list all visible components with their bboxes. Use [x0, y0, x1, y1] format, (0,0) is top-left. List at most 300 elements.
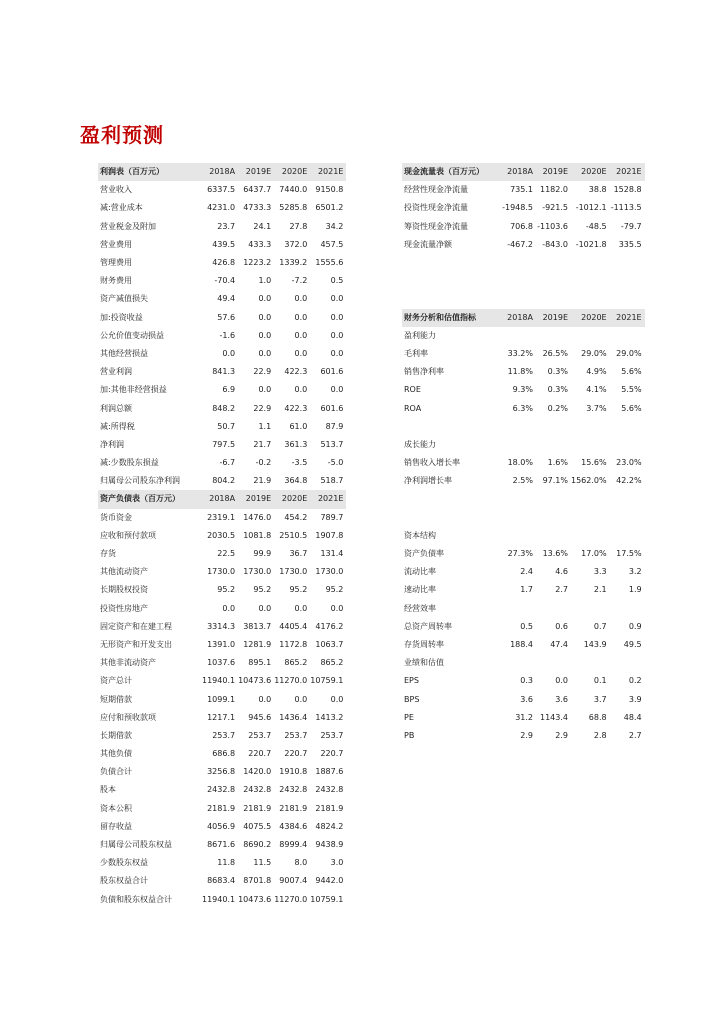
row-label: 货币资金: [100, 512, 132, 522]
value-cell: [610, 600, 645, 618]
page-title: 盈利预测: [80, 123, 164, 147]
value-cell: 439.5: [212, 239, 236, 249]
table-row: [98, 254, 346, 272]
row-label: 成长能力: [404, 439, 436, 449]
value-cell: 2.7: [628, 730, 642, 740]
value-cell: 24.1: [253, 221, 272, 231]
value-cell: 23.7: [217, 221, 236, 231]
row-label: 销售收入增长率: [404, 458, 460, 468]
year-column-header: 2018A: [501, 163, 536, 181]
value-cell: -0.2: [255, 458, 272, 468]
value-cell: [501, 527, 536, 545]
row-label: PB: [404, 730, 415, 740]
value-cell: 2.7: [555, 585, 568, 595]
row-label: EPS: [404, 676, 419, 686]
row-label: 长期借款: [100, 730, 132, 740]
value-cell: 6501.2: [315, 203, 344, 213]
blank-row: [402, 272, 645, 290]
value-cell: 2432.8: [207, 785, 236, 795]
value-cell: 3256.8: [207, 767, 236, 777]
value-cell: 6437.7: [243, 185, 272, 195]
value-cell: 1910.8: [279, 767, 308, 777]
value-cell: -1.6: [219, 330, 236, 340]
value-cell: 143.9: [583, 639, 607, 649]
value-cell: 0.0: [258, 385, 272, 395]
value-cell: 2.1: [593, 585, 607, 595]
value-cell: [571, 600, 610, 618]
value-cell: 0.3%: [547, 367, 568, 377]
value-cell: 3.0: [330, 858, 344, 868]
value-cell: 1.1: [258, 421, 272, 431]
value-cell: 29.0%: [616, 348, 642, 358]
year-column-header: 2020E: [571, 163, 610, 181]
table-row: [98, 891, 346, 909]
value-cell: 31.2: [515, 712, 533, 722]
value-cell: 3314.3: [207, 621, 236, 631]
value-cell: 47.4: [550, 639, 568, 649]
table-row: [98, 672, 346, 690]
row-label: 资产总计: [100, 676, 132, 686]
row-label: 销售净利率: [404, 367, 444, 377]
table-row: [98, 381, 346, 399]
value-cell: 18.0%: [507, 458, 533, 468]
left-financial-table: [98, 163, 346, 909]
value-cell: 0.0: [330, 694, 344, 704]
value-cell: 3.6: [520, 694, 533, 704]
table-row: [402, 618, 645, 636]
row-label: 其他经营损益: [100, 348, 148, 358]
value-cell: 0.9: [628, 621, 642, 631]
row-label: 短期借款: [100, 694, 132, 704]
value-cell: 29.0%: [581, 348, 607, 358]
value-cell: [536, 436, 571, 454]
table-row: [402, 454, 645, 472]
table-row: [98, 327, 346, 345]
value-cell: 253.7: [320, 730, 344, 740]
value-cell: 804.2: [212, 476, 236, 486]
row-label: 长期股权投资: [100, 585, 148, 595]
blank-row: [402, 509, 645, 527]
value-cell: 0.0: [258, 603, 272, 613]
value-cell: 0.0: [330, 603, 344, 613]
value-cell: 1.6%: [547, 458, 568, 468]
value-cell: 372.0: [284, 239, 308, 249]
value-cell: -6.7: [219, 458, 236, 468]
table-row: [402, 199, 645, 217]
value-cell: 4.6: [555, 567, 568, 577]
value-cell: -3.5: [291, 458, 308, 468]
value-cell: 789.7: [320, 512, 344, 522]
value-cell: 11270.0: [274, 894, 308, 904]
row-label: 营业利润: [100, 367, 132, 377]
value-cell: 220.7: [284, 749, 308, 759]
table-row: [402, 563, 645, 581]
table-row: [98, 345, 346, 363]
value-cell: 2.5%: [512, 476, 533, 486]
blank-cell: [402, 272, 645, 290]
year-column-header: 2019E: [238, 490, 274, 508]
value-cell: 33.2%: [507, 348, 533, 358]
row-label: 资产负债率: [404, 549, 444, 559]
value-cell: 2181.9: [243, 803, 272, 813]
row-label: 资本结构: [404, 530, 436, 540]
blank-row: [402, 418, 645, 436]
table-row: [98, 818, 346, 836]
row-label: 公允价值变动损益: [100, 330, 164, 340]
row-label: BPS: [404, 694, 420, 704]
value-cell: 1172.8: [279, 639, 308, 649]
row-label: 管理费用: [100, 258, 132, 268]
table-row: [402, 690, 645, 708]
year-column-header: 2019E: [238, 163, 274, 181]
value-cell: 8671.6: [207, 840, 236, 850]
value-cell: 61.0: [289, 421, 308, 431]
row-label: 财务费用: [100, 276, 132, 286]
row-label: ROA: [404, 403, 422, 413]
table-row: [402, 436, 645, 454]
value-cell: 220.7: [248, 749, 272, 759]
value-cell: 4231.0: [207, 203, 236, 213]
table-row: [402, 181, 645, 199]
right-financial-table: [402, 163, 645, 745]
value-cell: 518.7: [320, 476, 344, 486]
value-cell: 42.2%: [616, 476, 642, 486]
value-cell: 5285.8: [279, 203, 308, 213]
value-cell: 5.5%: [621, 385, 642, 395]
row-label: 减:营业成本: [100, 203, 143, 213]
value-cell: 95.2: [217, 585, 236, 595]
table-row: [98, 600, 346, 618]
value-cell: 865.2: [284, 658, 308, 668]
table-section-title: 财务分析和估值指标: [402, 309, 501, 327]
value-cell: 49.5: [623, 639, 642, 649]
table-row: [98, 618, 346, 636]
value-cell: 11.8%: [507, 367, 533, 377]
value-cell: 0.0: [330, 348, 344, 358]
value-cell: 3.6: [555, 694, 568, 704]
value-cell: [501, 327, 536, 345]
table-row: [98, 218, 346, 236]
value-cell: 0.1: [593, 676, 607, 686]
value-cell: 68.8: [588, 712, 607, 722]
value-cell: 422.3: [284, 367, 308, 377]
value-cell: 1081.8: [243, 530, 272, 540]
value-cell: [536, 654, 571, 672]
value-cell: 22.9: [253, 403, 272, 413]
value-cell: 0.0: [294, 603, 308, 613]
value-cell: -1021.8: [575, 239, 607, 249]
table-row: [402, 363, 645, 381]
value-cell: 1907.8: [315, 530, 344, 540]
row-label: 固定资产和在建工程: [100, 621, 172, 631]
value-cell: 95.2: [253, 585, 272, 595]
row-label: 减:所得税: [100, 421, 135, 431]
value-cell: 11.8: [217, 858, 236, 868]
value-cell: 0.3%: [547, 385, 568, 395]
value-cell: 1063.7: [315, 639, 344, 649]
value-cell: 0.0: [330, 330, 344, 340]
value-cell: 1217.1: [207, 712, 236, 722]
value-cell: 97.1%: [542, 476, 568, 486]
value-cell: 1730.0: [207, 567, 236, 577]
value-cell: 27.3%: [507, 549, 533, 559]
value-cell: 4824.2: [315, 821, 344, 831]
row-label: 其他非流动资产: [100, 658, 156, 668]
row-label: 投资性现金净流量: [404, 203, 468, 213]
value-cell: 426.8: [212, 258, 236, 268]
year-column-header: 2020E: [571, 309, 610, 327]
value-cell: 7440.0: [279, 185, 308, 195]
table-row: [402, 327, 645, 345]
value-cell: 50.7: [217, 421, 236, 431]
value-cell: 1730.0: [279, 567, 308, 577]
value-cell: 4733.3: [243, 203, 272, 213]
value-cell: 454.2: [284, 512, 308, 522]
value-cell: 0.0: [222, 603, 236, 613]
value-cell: -1113.5: [610, 203, 642, 213]
value-cell: [610, 654, 645, 672]
value-cell: 1562.0%: [571, 476, 607, 486]
value-cell: -467.2: [507, 239, 533, 249]
row-label: 现金流量净额: [404, 239, 452, 249]
value-cell: 11940.1: [202, 676, 236, 686]
value-cell: 253.7: [212, 730, 236, 740]
row-label: 盈利能力: [404, 330, 436, 340]
row-label: 股东权益合计: [100, 876, 148, 886]
row-label: 营业收入: [100, 185, 132, 195]
value-cell: 1528.8: [613, 185, 642, 195]
value-cell: 2319.1: [207, 512, 236, 522]
value-cell: 27.8: [289, 221, 308, 231]
value-cell: 2510.5: [279, 530, 308, 540]
value-cell: 706.8: [510, 221, 533, 231]
value-cell: 3.7%: [586, 403, 607, 413]
row-label: 存货: [100, 549, 116, 559]
value-cell: 735.1: [510, 185, 533, 195]
value-cell: 3.7: [593, 694, 607, 704]
value-cell: 0.0: [294, 348, 308, 358]
blank-cell: [402, 418, 645, 436]
year-column-header: 2020E: [274, 490, 310, 508]
value-cell: 0.0: [222, 348, 236, 358]
row-label: 资本公积: [100, 803, 132, 813]
value-cell: 848.2: [212, 403, 236, 413]
value-cell: 23.0%: [616, 458, 642, 468]
value-cell: -1012.1: [575, 203, 607, 213]
year-column-header: 2021E: [610, 309, 645, 327]
value-cell: 3.3: [593, 567, 607, 577]
row-label: 留存收益: [100, 821, 132, 831]
row-label: 速动比率: [404, 585, 436, 595]
value-cell: 686.8: [212, 749, 236, 759]
value-cell: 22.9: [253, 367, 272, 377]
value-cell: 9.3%: [512, 385, 533, 395]
value-cell: 895.1: [248, 658, 272, 668]
table-row: [98, 872, 346, 890]
value-cell: 1281.9: [243, 639, 272, 649]
value-cell: 2432.8: [315, 785, 344, 795]
table-row: [402, 581, 645, 599]
year-column-header: 2018A: [501, 309, 536, 327]
table-row: [402, 381, 645, 399]
value-cell: -1948.5: [502, 203, 533, 213]
year-column-header: 2019E: [536, 309, 571, 327]
value-cell: 188.4: [510, 639, 533, 649]
value-cell: 335.5: [618, 239, 642, 249]
table-row: [402, 636, 645, 654]
row-label: 经营性现金净流量: [404, 185, 468, 195]
row-label: 营业费用: [100, 239, 132, 249]
value-cell: 1.0: [258, 276, 272, 286]
table-row: [98, 436, 346, 454]
value-cell: 17.5%: [616, 549, 642, 559]
table-row: [98, 836, 346, 854]
table-row: [98, 854, 346, 872]
value-cell: 57.6: [217, 312, 236, 322]
value-cell: 361.3: [284, 439, 308, 449]
value-cell: 3.2: [628, 567, 642, 577]
value-cell: 0.6: [555, 621, 568, 631]
value-cell: 0.0: [294, 694, 308, 704]
row-label: 其他负债: [100, 749, 132, 759]
value-cell: 49.4: [217, 294, 236, 304]
row-label: 负债和股东权益合计: [100, 894, 172, 904]
table-section-title: 现金流量表（百万元）: [402, 163, 501, 181]
table-row: [98, 309, 346, 327]
value-cell: 17.0%: [581, 549, 607, 559]
value-cell: 0.0: [258, 330, 272, 340]
value-cell: 95.2: [325, 585, 344, 595]
value-cell: 2432.8: [279, 785, 308, 795]
table-row: [98, 527, 346, 545]
value-cell: [536, 327, 571, 345]
value-cell: 11940.1: [202, 894, 236, 904]
value-cell: 1730.0: [243, 567, 272, 577]
value-cell: 2181.9: [207, 803, 236, 813]
value-cell: 1182.0: [540, 185, 568, 195]
value-cell: 26.5%: [542, 348, 568, 358]
value-cell: [571, 436, 610, 454]
value-cell: 1099.1: [207, 694, 236, 704]
year-column-header: 2021E: [610, 163, 645, 181]
table-row: [98, 545, 346, 563]
row-label: 流动比率: [404, 567, 436, 577]
blank-row: [402, 254, 645, 272]
value-cell: 21.9: [253, 476, 272, 486]
value-cell: 5.6%: [621, 367, 642, 377]
value-cell: [571, 654, 610, 672]
value-cell: 99.9: [253, 549, 272, 559]
value-cell: 2.4: [520, 567, 533, 577]
value-cell: 1339.2: [279, 258, 308, 268]
value-cell: 8683.4: [207, 876, 236, 886]
table-row: [98, 181, 346, 199]
value-cell: 1436.4: [279, 712, 308, 722]
value-cell: 9438.9: [315, 840, 344, 850]
table-row: [98, 418, 346, 436]
table-row: [402, 709, 645, 727]
value-cell: 1730.0: [315, 567, 344, 577]
value-cell: 10759.1: [310, 894, 344, 904]
year-column-header: 2021E: [310, 490, 346, 508]
value-cell: 131.4: [320, 549, 344, 559]
value-cell: 0.3: [520, 676, 533, 686]
value-cell: 0.5: [520, 621, 533, 631]
value-cell: 1037.6: [207, 658, 236, 668]
value-cell: [571, 527, 610, 545]
value-cell: 797.5: [212, 439, 236, 449]
table-section-title: 资产负债表（百万元）: [98, 490, 202, 508]
blank-row: [402, 290, 645, 308]
value-cell: 11270.0: [274, 676, 308, 686]
row-label: 少数股东权益: [100, 858, 148, 868]
table-header-row: [98, 490, 346, 508]
value-cell: 2.9: [520, 730, 533, 740]
value-cell: 253.7: [248, 730, 272, 740]
table-row: [402, 545, 645, 563]
row-label: 存货周转率: [404, 639, 444, 649]
value-cell: 6337.5: [207, 185, 236, 195]
year-column-header: 2019E: [536, 163, 571, 181]
table-row: [402, 600, 645, 618]
value-cell: 0.0: [294, 294, 308, 304]
value-cell: 4405.4: [279, 621, 308, 631]
value-cell: 5.6%: [621, 403, 642, 413]
value-cell: 0.0: [330, 312, 344, 322]
value-cell: 601.6: [320, 403, 344, 413]
value-cell: 13.6%: [542, 549, 568, 559]
value-cell: -921.5: [542, 203, 568, 213]
value-cell: 87.9: [325, 421, 344, 431]
value-cell: 9007.4: [279, 876, 308, 886]
value-cell: -48.5: [585, 221, 607, 231]
row-label: 资产减值损失: [100, 294, 148, 304]
value-cell: -5.0: [327, 458, 344, 468]
value-cell: 10759.1: [310, 676, 344, 686]
value-cell: 9150.8: [315, 185, 344, 195]
value-cell: 0.0: [258, 294, 272, 304]
table-row: [98, 399, 346, 417]
table-row: [98, 763, 346, 781]
value-cell: [501, 436, 536, 454]
row-label: 净利润增长率: [404, 476, 452, 486]
value-cell: 3813.7: [243, 621, 272, 631]
blank-cell: [402, 254, 645, 272]
year-column-header: 2018A: [202, 490, 238, 508]
table-row: [402, 672, 645, 690]
value-cell: 4384.6: [279, 821, 308, 831]
table-row: [402, 236, 645, 254]
blank-row: [402, 490, 645, 508]
value-cell: 8690.2: [243, 840, 272, 850]
row-label: 无形资产和开发支出: [100, 639, 172, 649]
table-row: [402, 654, 645, 672]
row-label: 应付和预收款项: [100, 712, 156, 722]
value-cell: 1223.2: [243, 258, 272, 268]
blank-cell: [402, 509, 645, 527]
value-cell: 945.6: [248, 712, 272, 722]
value-cell: 0.0: [330, 294, 344, 304]
value-cell: [610, 527, 645, 545]
row-label: 毛利率: [404, 348, 428, 358]
row-label: 经营效率: [404, 603, 436, 613]
value-cell: [536, 600, 571, 618]
value-cell: 2181.9: [315, 803, 344, 813]
value-cell: 95.2: [289, 585, 308, 595]
value-cell: 4.1%: [586, 385, 607, 395]
value-cell: 9442.0: [315, 876, 344, 886]
value-cell: -7.2: [291, 276, 308, 286]
